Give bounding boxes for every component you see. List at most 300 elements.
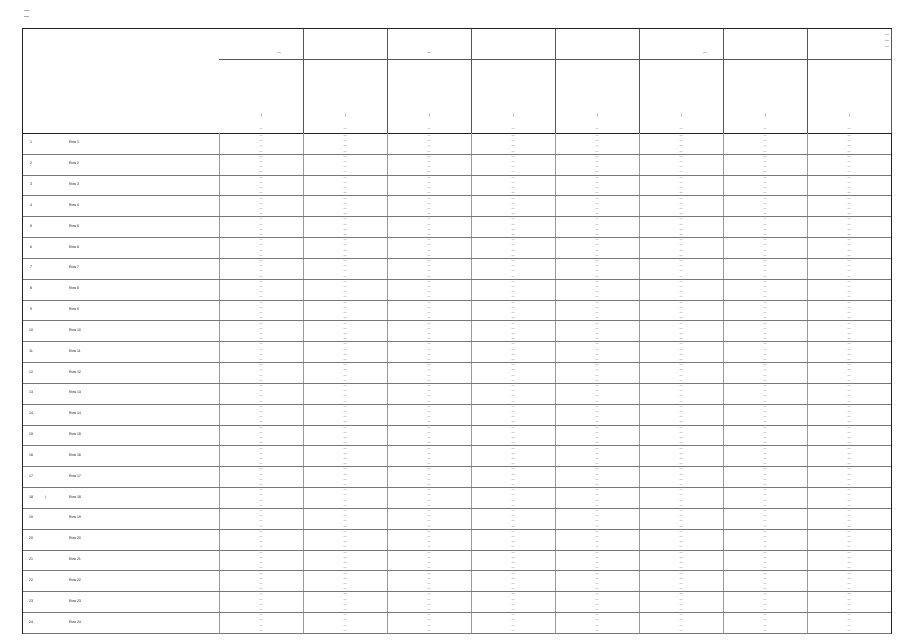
table-cell: — [343, 185, 347, 190]
table-cell: — [511, 159, 515, 164]
table-cell: — [763, 336, 767, 341]
table-cell: — [763, 544, 767, 549]
table-cell: — [427, 320, 431, 325]
table-cell: — [679, 169, 683, 174]
row-number: 4 [30, 202, 32, 207]
table-cell: — [679, 461, 683, 466]
table-cell: — [511, 273, 515, 278]
table-cell: — [511, 513, 515, 518]
table-cell: — [847, 159, 851, 164]
table-cell: — [259, 549, 263, 554]
table-cell: — [427, 278, 431, 283]
table-cell: — [511, 622, 515, 627]
table-cell: — [679, 565, 683, 570]
table-cell: — [595, 263, 599, 268]
table-cell: — [679, 242, 683, 247]
table-cell: — [427, 258, 431, 262]
table-cell: — [259, 195, 263, 200]
table-cell: — [259, 372, 263, 377]
table-cell: — [343, 164, 347, 169]
table-cell: — [679, 362, 683, 367]
row-name: Row 23 [69, 598, 81, 603]
table-cell: — [259, 419, 263, 424]
table-cell: — [511, 383, 515, 387]
table-cell: — [679, 497, 683, 502]
table-cell: — [343, 455, 347, 460]
table-cell: — [763, 440, 767, 445]
table-cell: — [511, 242, 515, 247]
table-cell: — [847, 268, 851, 273]
table-cell: — [511, 508, 515, 512]
table-cell: — [511, 237, 515, 242]
table-cell: — [679, 205, 683, 210]
table-cell: — [511, 304, 515, 309]
table-cell: — [511, 351, 515, 356]
table-cell: — [343, 268, 347, 273]
table-cell: — [679, 612, 683, 617]
table-cell: — [847, 440, 851, 445]
table-cell: — [679, 336, 683, 341]
table-cell: — [763, 200, 767, 205]
table-cell: — [259, 268, 263, 273]
table-cell: — [847, 325, 851, 330]
table-cell: — [595, 461, 599, 466]
table-cell: — [847, 393, 851, 398]
table-cell: — [259, 159, 263, 164]
table-cell: — [511, 419, 515, 424]
table-cell: — [679, 445, 683, 450]
column-subheader: — [259, 126, 263, 130]
table-cell: — [847, 284, 851, 289]
table-cell: — [595, 159, 599, 164]
table-cell: — [259, 440, 263, 445]
table-cell: — [343, 403, 347, 408]
table-cell: — [847, 492, 851, 497]
table-cell: — [847, 320, 851, 325]
table-cell: — [343, 330, 347, 335]
table-cell: — [427, 497, 431, 502]
table-cell: — [763, 310, 767, 315]
row-name: Row 13 [69, 390, 81, 395]
table-cell: — [511, 190, 515, 195]
table-cell: — [595, 200, 599, 205]
table-cell: — [847, 242, 851, 247]
table-cell: — [595, 362, 599, 367]
table-cell: — [763, 481, 767, 486]
table-cell: — [595, 627, 599, 632]
table-cell: — [259, 336, 263, 341]
table-cell: — [511, 362, 515, 367]
table-cell: — [343, 372, 347, 377]
table-row [23, 404, 891, 426]
table-cell: — [679, 424, 683, 429]
table-row [23, 570, 891, 596]
table-cell: — [427, 148, 431, 153]
table-cell: — [343, 242, 347, 247]
table-cell: — [343, 617, 347, 622]
row-values [219, 487, 891, 508]
row-name: Row 15 [69, 432, 81, 437]
table-cell: — [847, 278, 851, 283]
table-row [23, 341, 891, 363]
table-cell: — [511, 403, 515, 408]
table-cell: — [763, 393, 767, 398]
table-cell: — [847, 591, 851, 596]
table-cell: — [595, 341, 599, 346]
table-cell: — [511, 606, 515, 611]
table-cell: — [343, 153, 347, 158]
column-header-title: — [847, 113, 851, 117]
table-cell: — [511, 231, 515, 236]
row-number: 23 [29, 598, 33, 603]
row-values [219, 404, 891, 425]
table-cell: — [763, 534, 767, 539]
table-cell: — [511, 205, 515, 210]
table-cell: — [343, 278, 347, 283]
table-cell: — [343, 263, 347, 268]
table-cell: — [511, 523, 515, 528]
table-cell: — [679, 231, 683, 236]
table-cell: — [679, 273, 683, 278]
table-cell: — [511, 377, 515, 382]
row-values [219, 237, 891, 258]
table-cell: — [343, 481, 347, 486]
table-cell: — [343, 159, 347, 164]
table-cell: — [679, 575, 683, 580]
table-cell: — [343, 336, 347, 341]
table-cell: — [511, 211, 515, 216]
row-number: 16 [29, 452, 33, 457]
table-row [23, 425, 891, 447]
table-cell: — [763, 362, 767, 367]
table-cell: — [595, 148, 599, 153]
table-cell: — [595, 336, 599, 341]
table-cell: — [511, 398, 515, 403]
table-cell: — [679, 284, 683, 289]
table-cell: — [595, 164, 599, 169]
table-cell: — [343, 205, 347, 210]
table-cell: — [763, 294, 767, 299]
table-cell: — [259, 461, 263, 466]
row-number: 8 [30, 286, 32, 291]
table-cell: — [847, 356, 851, 361]
table-cell: — [679, 299, 683, 304]
table-cell: — [679, 492, 683, 497]
header-right-1: — [885, 31, 889, 36]
table-cell: — [847, 497, 851, 502]
group-label-1: — [219, 49, 339, 60]
table-cell: — [427, 471, 431, 476]
table-cell: — [259, 148, 263, 153]
table-cell: — [427, 169, 431, 174]
table-cell: — [679, 591, 683, 596]
row-values [219, 362, 891, 383]
row-number: 1 [30, 140, 32, 145]
table-cell: — [511, 596, 515, 601]
row-values [219, 612, 891, 633]
table-cell: — [511, 315, 515, 320]
row-number: 10 [29, 327, 33, 332]
table-cell: — [259, 575, 263, 580]
table-row [23, 487, 891, 509]
table-cell: — [679, 450, 683, 455]
table-cell: — [595, 310, 599, 315]
table-cell: — [511, 497, 515, 502]
table-cell: — [427, 315, 431, 320]
table-cell: — [259, 455, 263, 460]
table-cell: — [847, 169, 851, 174]
table-cell: — [511, 440, 515, 445]
table-cell: — [511, 575, 515, 580]
table-cell: — [343, 377, 347, 382]
row-number: 14 [29, 411, 33, 416]
column-header-title: — [343, 113, 347, 117]
table-cell: — [343, 419, 347, 424]
table-cell: — [511, 153, 515, 158]
table-cell: — [595, 304, 599, 309]
column-subheader: — [847, 126, 851, 130]
table-cell: — [595, 409, 599, 414]
table-cell: — [427, 336, 431, 341]
table-cell: — [427, 367, 431, 372]
table-cell: — [511, 461, 515, 466]
table-cell: — [763, 372, 767, 377]
table-cell: — [679, 174, 683, 179]
table-cell: — [763, 320, 767, 325]
table-cell: — [679, 278, 683, 283]
table-cell: — [343, 179, 347, 184]
table-cell: — [679, 179, 683, 184]
table-cell: — [427, 534, 431, 539]
table-cell: — [847, 221, 851, 226]
table-cell: — [763, 159, 767, 164]
table-cell: — [427, 231, 431, 236]
column-header-title: — [511, 113, 515, 117]
table-cell: — [343, 362, 347, 367]
table-cell: — [427, 450, 431, 455]
table-cell: — [595, 169, 599, 174]
table-cell: — [763, 325, 767, 330]
table-row [23, 237, 891, 259]
table-cell: — [595, 414, 599, 419]
table-cell: — [679, 341, 683, 346]
group-label-2: — [339, 49, 519, 60]
document-title [24, 8, 544, 20]
table-cell: — [763, 622, 767, 627]
table-cell: — [847, 554, 851, 559]
table-cell: — [427, 508, 431, 512]
table-cell: — [847, 518, 851, 523]
table-cell: — [511, 627, 515, 632]
table-cell: — [259, 138, 263, 143]
table-cell: — [259, 534, 263, 539]
table-cell: — [847, 429, 851, 434]
table-cell: — [847, 502, 851, 507]
table-cell: — [427, 138, 431, 143]
table-cell: — [511, 247, 515, 252]
table-cell: — [259, 513, 263, 518]
table-cell: — [679, 622, 683, 627]
row-name: Row 1 [69, 140, 79, 145]
table-cell: — [763, 304, 767, 309]
table-cell: — [679, 268, 683, 273]
table-cell: — [847, 508, 851, 512]
table-cell: — [511, 148, 515, 153]
table-cell: — [679, 580, 683, 585]
table-cell: — [343, 497, 347, 502]
table-cell: — [679, 252, 683, 257]
table-cell: — [343, 143, 347, 148]
table-cell: — [847, 200, 851, 205]
table-cell: — [679, 586, 683, 591]
table-cell: — [595, 580, 599, 585]
table-cell: — [511, 330, 515, 335]
row-number: 22 [29, 577, 33, 582]
table-cell: — [427, 310, 431, 315]
table-row [23, 279, 891, 301]
table-cell: — [679, 190, 683, 195]
table-cell: — [763, 284, 767, 289]
table-cell: — [763, 591, 767, 596]
table-cell: — [847, 148, 851, 153]
table-cell: — [343, 284, 347, 289]
table-cell: — [511, 263, 515, 268]
table-cell: — [343, 627, 347, 632]
table-cell: — [679, 508, 683, 512]
table-cell: — [343, 310, 347, 315]
table-cell: — [679, 601, 683, 606]
table-row [23, 612, 891, 634]
table-cell: — [595, 492, 599, 497]
table-cell: — [763, 148, 767, 153]
table-cell: — [427, 492, 431, 497]
table-cell: — [427, 523, 431, 528]
table-cell: — [511, 393, 515, 398]
table-cell: — [679, 440, 683, 445]
table-cell: — [763, 424, 767, 429]
table-cell: — [763, 601, 767, 606]
table-cell: — [511, 346, 515, 351]
table-cell: — [595, 601, 599, 606]
table-cell: — [427, 440, 431, 445]
table-cell: — [679, 221, 683, 226]
table-cell: — [595, 356, 599, 361]
table-cell: — [427, 476, 431, 481]
column-header [723, 29, 808, 133]
title-line-1: — [24, 8, 29, 14]
table-cell: — [511, 455, 515, 460]
table-cell: — [763, 179, 767, 184]
table-cell: — [847, 205, 851, 210]
table-cell: — [343, 440, 347, 445]
table-row [23, 154, 891, 176]
table-cell: — [427, 481, 431, 486]
table-cell: — [679, 346, 683, 351]
row-name: Row 3 [69, 182, 79, 187]
table-cell: — [343, 445, 347, 450]
table-cell: — [511, 565, 515, 570]
table-cell: — [679, 138, 683, 143]
table-cell: — [595, 622, 599, 627]
table-cell: — [259, 476, 263, 481]
table-cell: — [763, 330, 767, 335]
table-cell: — [259, 627, 263, 632]
table-cell: — [679, 476, 683, 481]
table-cell: — [847, 372, 851, 377]
table-cell: — [679, 143, 683, 148]
table-cell: — [259, 612, 263, 617]
table-cell: — [679, 398, 683, 403]
table-cell: — [679, 554, 683, 559]
header-right-2: — [885, 37, 889, 42]
table-cell: — [763, 231, 767, 236]
table-cell: — [427, 627, 431, 632]
table-cell: — [427, 606, 431, 611]
table-cell: — [427, 351, 431, 356]
table-cell: — [679, 185, 683, 190]
column-header [387, 29, 472, 133]
table-cell: — [679, 320, 683, 325]
table-cell: — [847, 351, 851, 356]
table-cell: — [427, 174, 431, 179]
column-header [219, 29, 304, 133]
table-cell: — [847, 414, 851, 419]
group-label-3: — [519, 49, 891, 60]
table-cell: — [343, 195, 347, 200]
table-cell: — [679, 304, 683, 309]
table-cell: — [679, 258, 683, 262]
table-cell: — [511, 492, 515, 497]
table-cell: — [259, 497, 263, 502]
table-cell: — [427, 289, 431, 294]
column-header-title: — [679, 113, 683, 117]
table-cell: — [763, 575, 767, 580]
row-values [219, 508, 891, 529]
table-cell: — [595, 299, 599, 304]
row-number: 6 [30, 244, 32, 249]
table-cell: — [847, 445, 851, 450]
row-number: 18 [29, 494, 33, 499]
table-cell: — [847, 409, 851, 414]
table-cell: — [595, 388, 599, 393]
table-cell: — [259, 284, 263, 289]
table-cell: — [343, 596, 347, 601]
table-cell: — [595, 429, 599, 434]
table-cell: — [343, 523, 347, 528]
row-number: 21 [29, 557, 33, 562]
table-cell: — [343, 549, 347, 554]
table-cell: — [679, 487, 683, 492]
table-cell: — [511, 528, 515, 533]
table-cell: — [343, 211, 347, 216]
table-cell: — [595, 476, 599, 481]
table-cell: — [847, 450, 851, 455]
table-cell: — [763, 461, 767, 466]
table-cell: — [847, 539, 851, 544]
row-values [219, 529, 891, 550]
side-label: — [43, 495, 47, 499]
table-cell: — [763, 409, 767, 414]
table-cell: — [763, 414, 767, 419]
table-cell: — [343, 601, 347, 606]
table-row [23, 383, 891, 405]
table-cell: — [343, 231, 347, 236]
table-cell: — [763, 502, 767, 507]
table-cell: — [763, 580, 767, 585]
table-cell: — [679, 513, 683, 518]
table-cell: — [595, 586, 599, 591]
table-cell: — [343, 528, 347, 533]
